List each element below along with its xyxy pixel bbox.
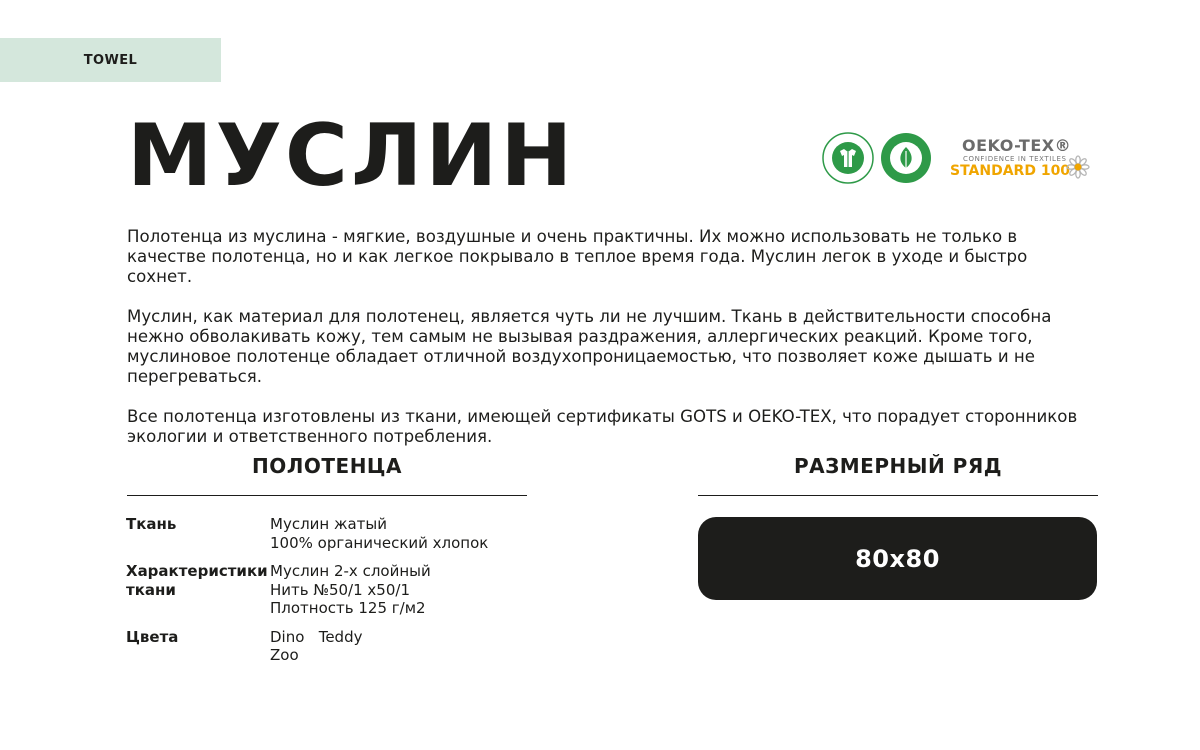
spec-value: Dino Teddy bbox=[270, 627, 363, 646]
towels-heading: ПОЛОТЕНЦА bbox=[127, 454, 527, 496]
oeko-tex-standard: STANDARD 100 bbox=[950, 163, 1071, 179]
size-80x80-button[interactable]: 80x80 bbox=[698, 517, 1097, 600]
spec-label: Ткань bbox=[126, 515, 177, 533]
spec-value: Муслин 2-х слойный bbox=[270, 562, 431, 580]
spec-value: Плотность 125 г/м2 bbox=[270, 599, 426, 617]
gots-logo-icon bbox=[822, 132, 874, 184]
spec-label: Цвета bbox=[126, 627, 179, 646]
spec-value: Муслин жатый bbox=[270, 515, 388, 533]
description bbox=[127, 227, 1087, 467]
oeko-tex-subtitle: CONFIDENCE IN TEXTILES bbox=[963, 155, 1067, 163]
organic-100-logo-icon bbox=[880, 132, 932, 184]
sizes-heading: РАЗМЕРНЫЙ РЯД bbox=[698, 454, 1098, 496]
spec-values bbox=[270, 628, 566, 665]
spec-row-fabric bbox=[126, 515, 566, 552]
daisy-icon bbox=[1066, 155, 1090, 179]
spec-value: 100% органический хлопок bbox=[270, 533, 489, 552]
certificate-logos bbox=[822, 132, 1092, 184]
description-paragraph-1: Полотенца из муслина - мягкие, воздушные и очень практичны. Их можно использовать не только в качестве полотенца, но и как легкое покрывало в теплое время года. Муслин легок в уходе и быстро сохнет. bbox=[127, 227, 1028, 286]
oeko-tex-logo bbox=[950, 132, 1092, 184]
spec-value: Zoo bbox=[270, 646, 299, 664]
category-tag: TOWEL bbox=[0, 38, 221, 82]
oeko-tex-name: OEKO-TEX® bbox=[962, 136, 1072, 155]
spec-row-colors bbox=[126, 628, 566, 665]
description-paragraph-2: Муслин, как материал для полотенец, является чуть ли не лучшим. Ткань в действительности способна нежно обволакивать кожу, тем самым не вызывая раздражения, аллергических реакций. Кроме того, муслиновое полотенце обладает отличной воздухопроницаемостью, что позволяет коже дышать и не перегреваться. bbox=[127, 307, 1052, 386]
spec-row-characteristics bbox=[126, 562, 566, 618]
spec-label: Характеристики ткани bbox=[126, 562, 268, 599]
page-title: МУСЛИН bbox=[127, 106, 576, 206]
spec-values bbox=[270, 562, 566, 618]
specs-table bbox=[126, 515, 566, 675]
spec-value: Нить №50/1 х50/1 bbox=[270, 580, 410, 599]
description-paragraph-3: Все полотенца изготовлены из ткани, имеющей сертификаты GOTS и OEKO-TEX, что порадует сторонников экологии и ответственного потребления. bbox=[127, 407, 1078, 446]
spec-values bbox=[270, 515, 566, 552]
